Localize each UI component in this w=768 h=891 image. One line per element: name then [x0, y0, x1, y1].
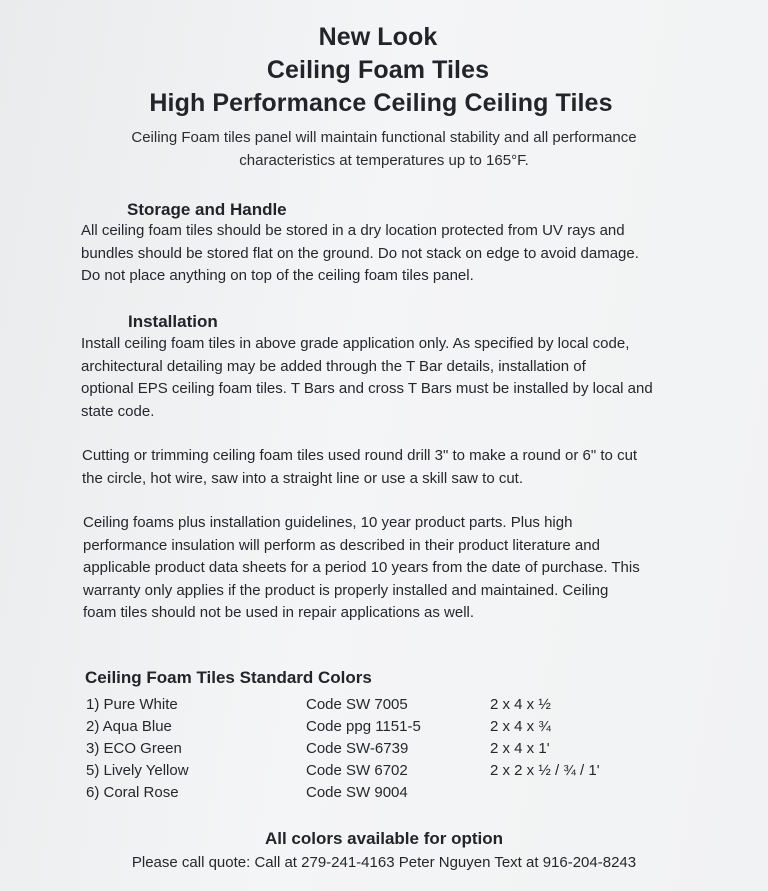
storage-line: bundles should be stored flat on the ground. Do not stack on edge to avoid damage.: [81, 244, 639, 262]
storage-line: Do not place anything on top of the ceiling foam tiles panel.: [81, 267, 474, 284]
color-row: [0, 740, 768, 762]
tile-size: 2 x 2 x ½ / ¾ / 1': [490, 762, 600, 779]
warranty-line: warranty only applies if the product is properly installed and maintained. Ceiling: [83, 581, 609, 599]
color-code: Code SW 9004: [306, 784, 408, 801]
storage-paragraph: [81, 220, 701, 288]
tile-size: 2 x 4 x 1': [490, 740, 550, 757]
installation-line: state code.: [81, 402, 155, 420]
color-name: 5) Lively Yellow: [86, 762, 189, 779]
storage-heading: Storage and Handle: [127, 200, 287, 219]
title-line-3: High Performance Ceiling Ceiling Tiles: [149, 89, 613, 117]
cutting-line: Cutting or trimming ceiling foam tiles used round drill 3" to make a round or 6" to cut: [82, 447, 638, 464]
color-code: Code SW-6739: [306, 740, 409, 757]
color-name: 2) Aqua Blue: [86, 718, 172, 735]
color-row: [0, 696, 768, 718]
color-name: 6) Coral Rose: [86, 784, 179, 801]
tile-size: 2 x 4 x ¾: [490, 718, 551, 735]
storage-line: All ceiling foam tiles should be stored in a dry location protected from UV rays and: [81, 222, 625, 239]
installation-line: optional EPS ceiling foam tiles. T Bars and cross T Bars must be installed by local and: [81, 380, 653, 397]
color-code: Code ppg 1151-5: [306, 718, 421, 735]
installation-paragraph: [81, 333, 701, 423]
color-row: [0, 762, 768, 784]
colors-heading: Ceiling Foam Tiles Standard Colors: [85, 668, 372, 687]
color-name: 1) Pure White: [86, 696, 178, 713]
color-row: [0, 784, 768, 806]
warranty-paragraph: [83, 512, 703, 625]
title-line-1: New Look: [318, 23, 438, 51]
color-row: [0, 718, 768, 740]
warranty-line: foam tiles should not be used in repair applications as well.: [83, 604, 475, 621]
contact-line: Please call quote: Call at 279-241-4163 Peter Nguyen Text at 916-204-8243: [131, 854, 637, 871]
intro-paragraph: [0, 126, 768, 172]
cutting-line: the circle, hot wire, saw into a straight line or use a skill saw to cut.: [82, 469, 524, 487]
warranty-line: performance insulation will perform as described in their product literature and: [83, 536, 600, 554]
title-line-2: Ceiling Foam Tiles: [266, 56, 490, 84]
intro-line: Ceiling Foam tiles panel will maintain functional stability and all performance: [131, 129, 637, 146]
intro-line: characteristics at temperatures up to 165°F.: [239, 152, 529, 169]
installation-line: architectural detailing may be added through the T Bar details, installation of: [81, 357, 586, 375]
tile-size: 2 x 4 x ½: [490, 696, 551, 713]
warranty-line: applicable product data sheets for a period 10 years from the date of purchase. This: [83, 559, 640, 576]
footer-heading: All colors available for option: [264, 829, 504, 848]
color-code: Code SW 7005: [306, 696, 408, 713]
warranty-line: Ceiling foams plus installation guidelines, 10 year product parts. Plus high: [83, 514, 573, 531]
installation-heading: Installation: [128, 312, 218, 331]
installation-line: Install ceiling foam tiles in above grade application only. As specified by local code,: [81, 335, 630, 352]
color-code: Code SW 6702: [306, 762, 408, 779]
color-name: 3) ECO Green: [86, 740, 182, 757]
cutting-paragraph: [82, 445, 702, 490]
